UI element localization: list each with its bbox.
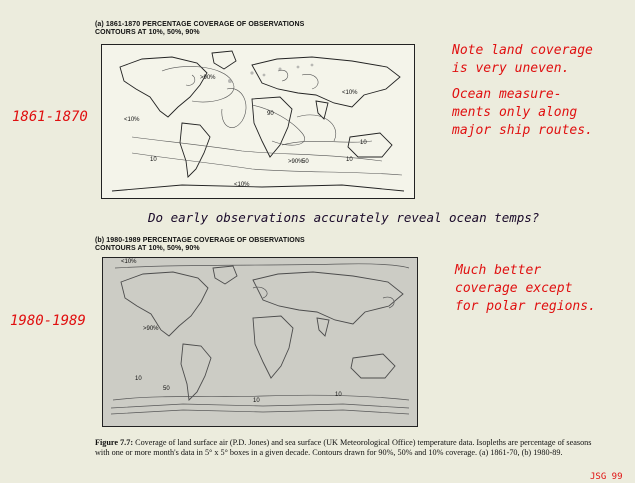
corner-initials: JSG 99 <box>590 472 623 482</box>
contour-label: 10 <box>360 140 367 146</box>
panel-a-title-line1: (a) 1861-1870 PERCENTAGE COVERAGE OF OBSERVATIONS <box>95 21 305 28</box>
panel-b-title-line1: (b) 1980-1989 PERCENTAGE COVERAGE OF OBSERVATIONS <box>95 237 305 244</box>
map-panel-a <box>101 44 415 199</box>
contour-label: <10% <box>121 259 137 265</box>
world-map-a <box>102 45 414 198</box>
contour-label: 10 <box>346 157 353 163</box>
contour-label: <10% <box>124 117 140 123</box>
contour-label: 90 <box>267 111 274 117</box>
contour-label: >90% <box>200 75 216 81</box>
contour-label: 10 <box>150 157 157 163</box>
note-a-line: is very uneven. <box>452 61 570 76</box>
map-panel-b <box>102 257 418 427</box>
note-a-line: Note land coverage <box>452 43 593 58</box>
note-b-line: coverage except <box>455 281 573 296</box>
note-a-line: major ship routes. <box>452 123 593 138</box>
contour-label: >90% <box>143 326 159 332</box>
contour-label: 10 <box>253 398 260 404</box>
contour-label: 10 <box>335 392 342 398</box>
note-b-line: for polar regions. <box>455 299 596 314</box>
contour-label: 50 <box>163 386 170 392</box>
contour-label: 10 <box>135 376 142 382</box>
caption-text: Coverage of land surface air (P.D. Jones) and sea surface (UK Meteorological Office) temperature data. Isopleths are percentage of seasons with one or more month's data in 5° x 5° boxes in a given decade. Contours drawn for 90%, 50% and 10% coverage. (a) 1861-70, (b) 1980-89. <box>95 438 592 457</box>
figure-caption <box>95 438 595 458</box>
year-label-a: 1861-1870 <box>12 109 88 125</box>
question-annotation: Do early observations accurately reveal ocean temps? <box>148 210 540 225</box>
world-map-b <box>103 258 417 426</box>
note-a-line: Ocean measure- <box>452 87 562 102</box>
panel-b-title <box>95 237 305 253</box>
year-label-b: 1980-1989 <box>10 313 86 329</box>
panel-b-title-line2: CONTOURS AT 10%, 50%, 90% <box>95 245 200 252</box>
note-b-line: Much better <box>455 263 542 278</box>
contour-label: <10% <box>234 182 250 188</box>
panel-a-title-line2: CONTOURS AT 10%, 50%, 90% <box>95 29 200 36</box>
panel-a-title <box>95 21 304 37</box>
note-b <box>455 262 596 316</box>
note-a <box>452 42 593 140</box>
contour-label: 50 <box>302 159 309 165</box>
figure-label: Figure 7.7: <box>95 438 134 447</box>
contour-label: <10% <box>342 90 358 96</box>
contour-label: >90% <box>288 159 304 165</box>
note-a-line: ments only along <box>452 105 578 120</box>
